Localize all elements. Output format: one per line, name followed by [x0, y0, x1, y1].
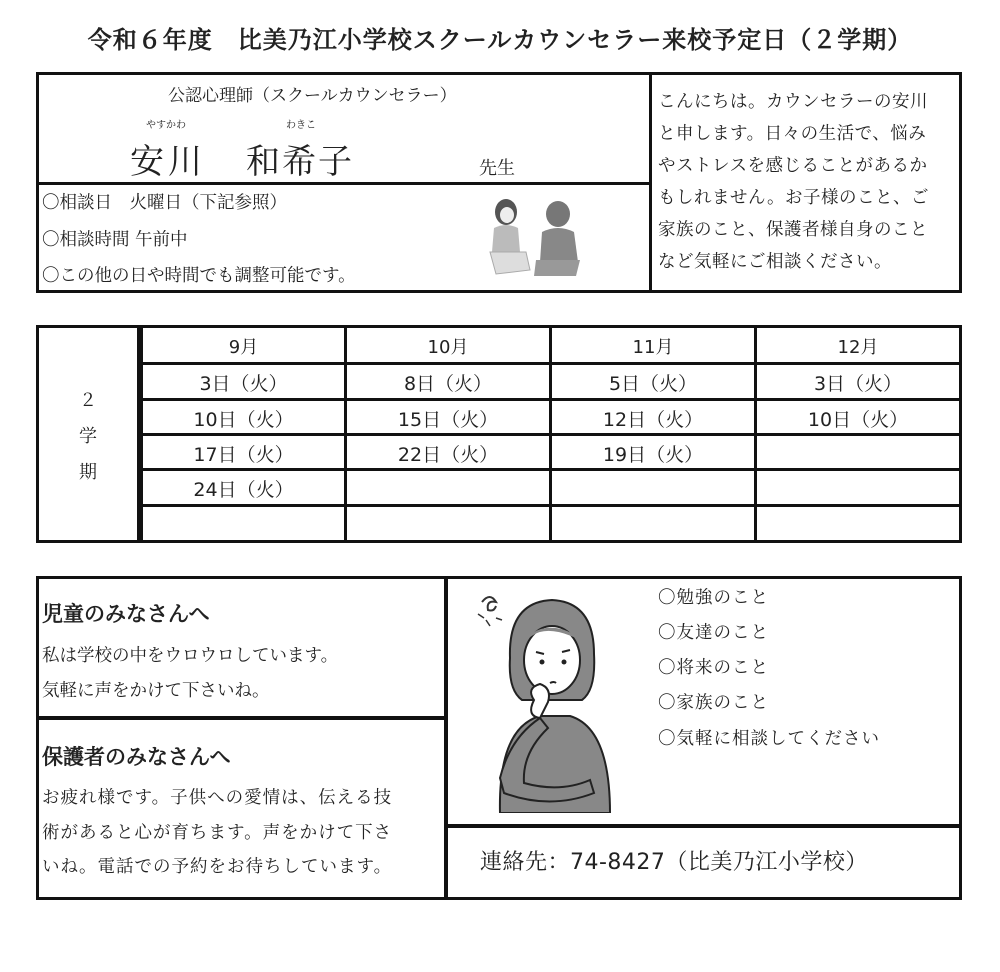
schedule-date: 22日（火）	[397, 444, 499, 466]
divider	[444, 576, 448, 900]
schedule-date: 17日（火）	[193, 444, 294, 466]
thinking-woman-illustration	[470, 588, 630, 813]
counselor-first-name: 和希子	[246, 142, 354, 182]
schedule-date: 10日（火）	[807, 409, 909, 431]
schedule-date: 3日（火）	[199, 373, 288, 395]
furigana-first: わきこ	[286, 120, 316, 131]
schedule-date: 19日（火）	[602, 444, 704, 466]
counselor-last-name: 安川	[130, 142, 206, 182]
schedule-date: 15日（火）	[397, 409, 499, 431]
consult-flexible: 〇この他の日や時間でも調整可能です。	[42, 266, 356, 286]
month-header: 10月	[427, 337, 469, 358]
furigana-last: やすかわ	[146, 120, 186, 131]
consult-day: 〇相談日 火曜日（下記参照）	[42, 193, 287, 213]
schedule-cell	[549, 504, 757, 543]
term-label: 学	[79, 426, 97, 447]
schedule-cell	[344, 468, 552, 507]
contact-info: 連絡先：74-8427（比美乃江小学校）	[480, 850, 868, 875]
honorific: 先生	[479, 158, 515, 179]
counselor-role: 公認心理師（スクールカウンセラー）	[168, 86, 457, 106]
intro-line: やストレスを感じることがあるか	[658, 156, 928, 176]
parents-text: いね。電話での予約をお待ちしています。	[42, 857, 393, 877]
intro-line: もしれません。お子様のこと、ご	[658, 188, 930, 208]
schedule-date: 8日（火）	[403, 373, 493, 395]
page-title: 令和６年度 比美乃江小学校スクールカウンセラー来校予定日（２学期）	[87, 26, 913, 54]
counseling-illustration	[480, 190, 590, 282]
intro-line: と申します。日々の生活で、悩み	[658, 124, 927, 144]
topic-item: 〇将来のこと	[658, 658, 769, 678]
divider	[446, 824, 962, 828]
schedule-cell	[754, 433, 962, 471]
schedule-cell	[140, 504, 347, 543]
schedule-date: 5日（火）	[608, 373, 698, 395]
month-header: 11月	[632, 337, 674, 358]
topic-item: 〇気軽に相談してください	[658, 729, 880, 749]
schedule-cell	[549, 468, 757, 507]
children-text: 私は学校の中をウロウロしています。	[42, 646, 339, 666]
term-label: 期	[79, 462, 97, 483]
month-header: 12月	[837, 337, 879, 358]
term-label: ２	[79, 390, 97, 411]
schedule-cell	[754, 468, 962, 507]
topic-item: 〇勉強のこと	[658, 588, 769, 608]
schedule-cell	[344, 504, 552, 543]
intro-line: こんにちは。カウンセラーの安川	[658, 92, 928, 112]
parents-text: 術があると心が育ちます。声をかけて下さ	[42, 823, 393, 843]
divider	[36, 716, 448, 720]
month-header: 9月	[228, 337, 259, 358]
topic-item: 〇友達のこと	[658, 623, 769, 643]
schedule-date: 3日（火）	[813, 373, 903, 395]
schedule-date: 12日（火）	[602, 409, 704, 431]
schedule-date: 10日（火）	[193, 409, 294, 431]
children-heading: 児童のみなさんへ	[42, 602, 210, 626]
intro-line: など気軽にご相談ください。	[658, 252, 892, 272]
schedule-date: 24日（火）	[193, 479, 294, 501]
schedule-cell	[754, 504, 962, 543]
parents-text: お疲れ様です。子供への愛情は、伝える技	[42, 788, 393, 808]
consult-time: 〇相談時間 午前中	[42, 230, 188, 250]
parents-heading: 保護者のみなさんへ	[42, 745, 231, 769]
intro-line: 家族のこと、保護者様自身のこと	[658, 220, 928, 240]
children-text: 気軽に声をかけて下さいね。	[42, 681, 270, 701]
topic-item: 〇家族のこと	[658, 693, 769, 713]
